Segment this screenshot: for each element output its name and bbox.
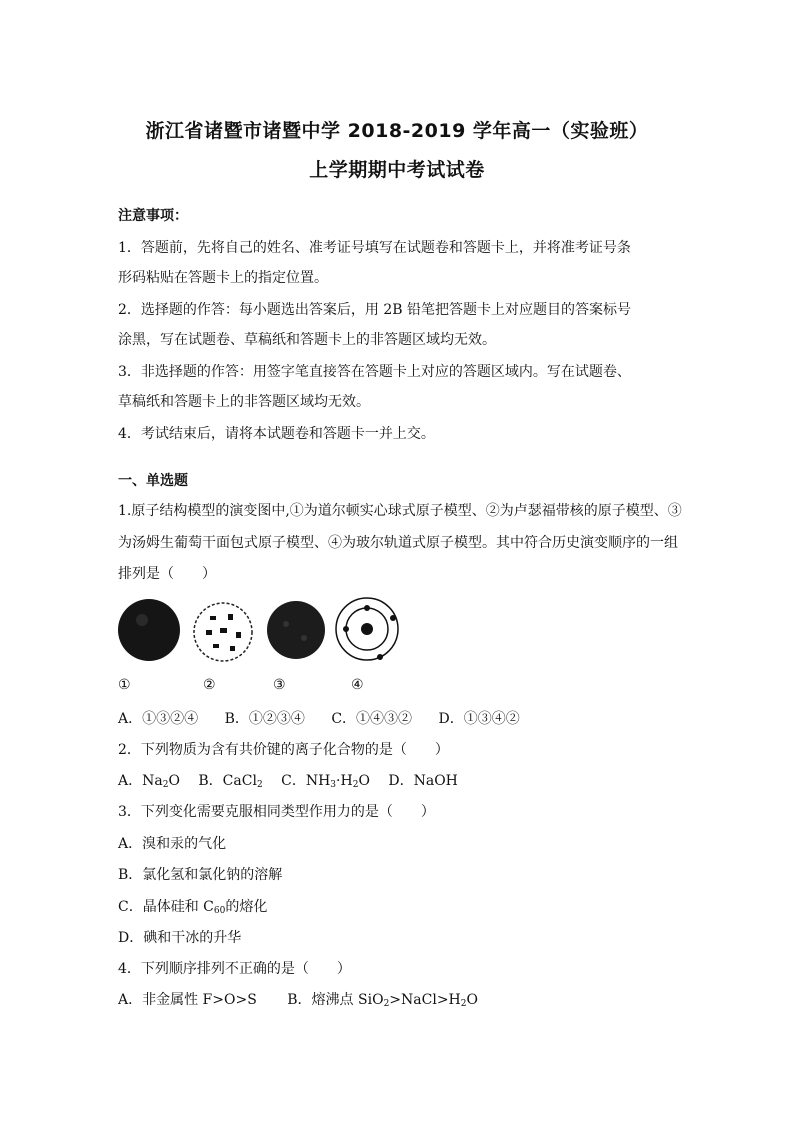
figure-label: ④ (351, 677, 364, 693)
notice-heading: 注意事项： (118, 208, 188, 224)
option-c[interactable]: C．①④③② (331, 711, 413, 727)
rutherford-model-image (194, 603, 252, 661)
notice-line: 草稿纸和答题卡上的非答题区域均无效。 (118, 394, 370, 410)
q1-options (118, 708, 542, 728)
option-d[interactable]: D．NaOH (388, 773, 458, 789)
q2-stem: 2．下列物质为含有共价键的离子化合物的是（ ） (118, 742, 449, 758)
bohr-model-image (336, 598, 398, 660)
notice-line: 2．选择题的作答：每小题选出答案后，用 2B 铅笔把答题卡上对应题目的答案标号 (118, 302, 632, 318)
notice-line: 3．非选择题的作答：用签字笔直接答在答题卡上对应的答题区域内。写在试题卷、 (118, 364, 631, 380)
option-d[interactable]: D．①③④② (438, 711, 520, 727)
q1-stem-line: 1.原子结构模型的演变图中,①为道尔顿实心球式原子模型、②为卢瑟福带核的原子模型、③ (118, 503, 682, 519)
atom-models-figure (118, 596, 418, 666)
figure-label: ③ (273, 677, 286, 693)
option-c[interactable]: C．$NH_3\cdot H_2O$ (281, 773, 370, 790)
option-a[interactable]: A．$Na_2O$ (118, 773, 180, 790)
q3-stem: 3．下列变化需要克服相同类型作用力的是（ ） (118, 804, 435, 820)
exam-title-line2: 上学期期中考试试卷 (309, 159, 485, 181)
figure-label: ② (203, 677, 216, 693)
option-a[interactable]: A．非金属性 F>O>S (118, 992, 257, 1008)
q4-options (118, 989, 500, 1009)
notice-line: 4．考试结束后，请将本试题卷和答题卡一并上交。 (118, 426, 435, 442)
dalton-model-image (118, 599, 180, 661)
option-d[interactable]: D．碘和干冰的升华 (118, 930, 242, 946)
option-b[interactable]: B．①②③④ (224, 711, 305, 727)
figure-label: ① (118, 677, 131, 693)
option-c[interactable]: C．晶体硅和 $C_{60}$的熔化 (118, 899, 268, 916)
option-b[interactable]: B．熔沸点 $SiO_2>NaCl>H_2O$ (287, 992, 478, 1009)
option-b[interactable]: B．氯化氢和氯化钠的溶解 (118, 867, 283, 883)
notice-line: 形码粘贴在答题卡上的指定位置。 (118, 270, 328, 286)
notice-line: 涂黑，写在试题卷、草稿纸和答题卡上的非答题区域均无效。 (118, 332, 496, 348)
section-heading: 一、单选题 (118, 473, 188, 489)
exam-title-line1: 浙江省诸暨市诸暨中学 2018-2019 学年高一（实验班） (145, 120, 649, 142)
option-a[interactable]: A．①③②④ (118, 711, 199, 727)
option-b[interactable]: B．CaCl$_2$ (198, 773, 263, 790)
q2-options (118, 770, 480, 790)
q1-stem-line: 为汤姆生葡萄干面包式原子模型、④为玻尔轨道式原子模型。其中符合历史演变顺序的一组 (118, 535, 678, 551)
notice-line: 1．答题前，先将自己的姓名、准考证号填写在试题卷和答题卡上，并将准考证号条 (118, 240, 631, 256)
q4-stem: 4．下列顺序排列不正确的是（ ） (118, 961, 351, 977)
thomson-model-image (267, 601, 325, 659)
q1-stem-line: 排列是（ ） (118, 566, 216, 582)
option-a[interactable]: A．溴和汞的气化 (118, 836, 227, 852)
